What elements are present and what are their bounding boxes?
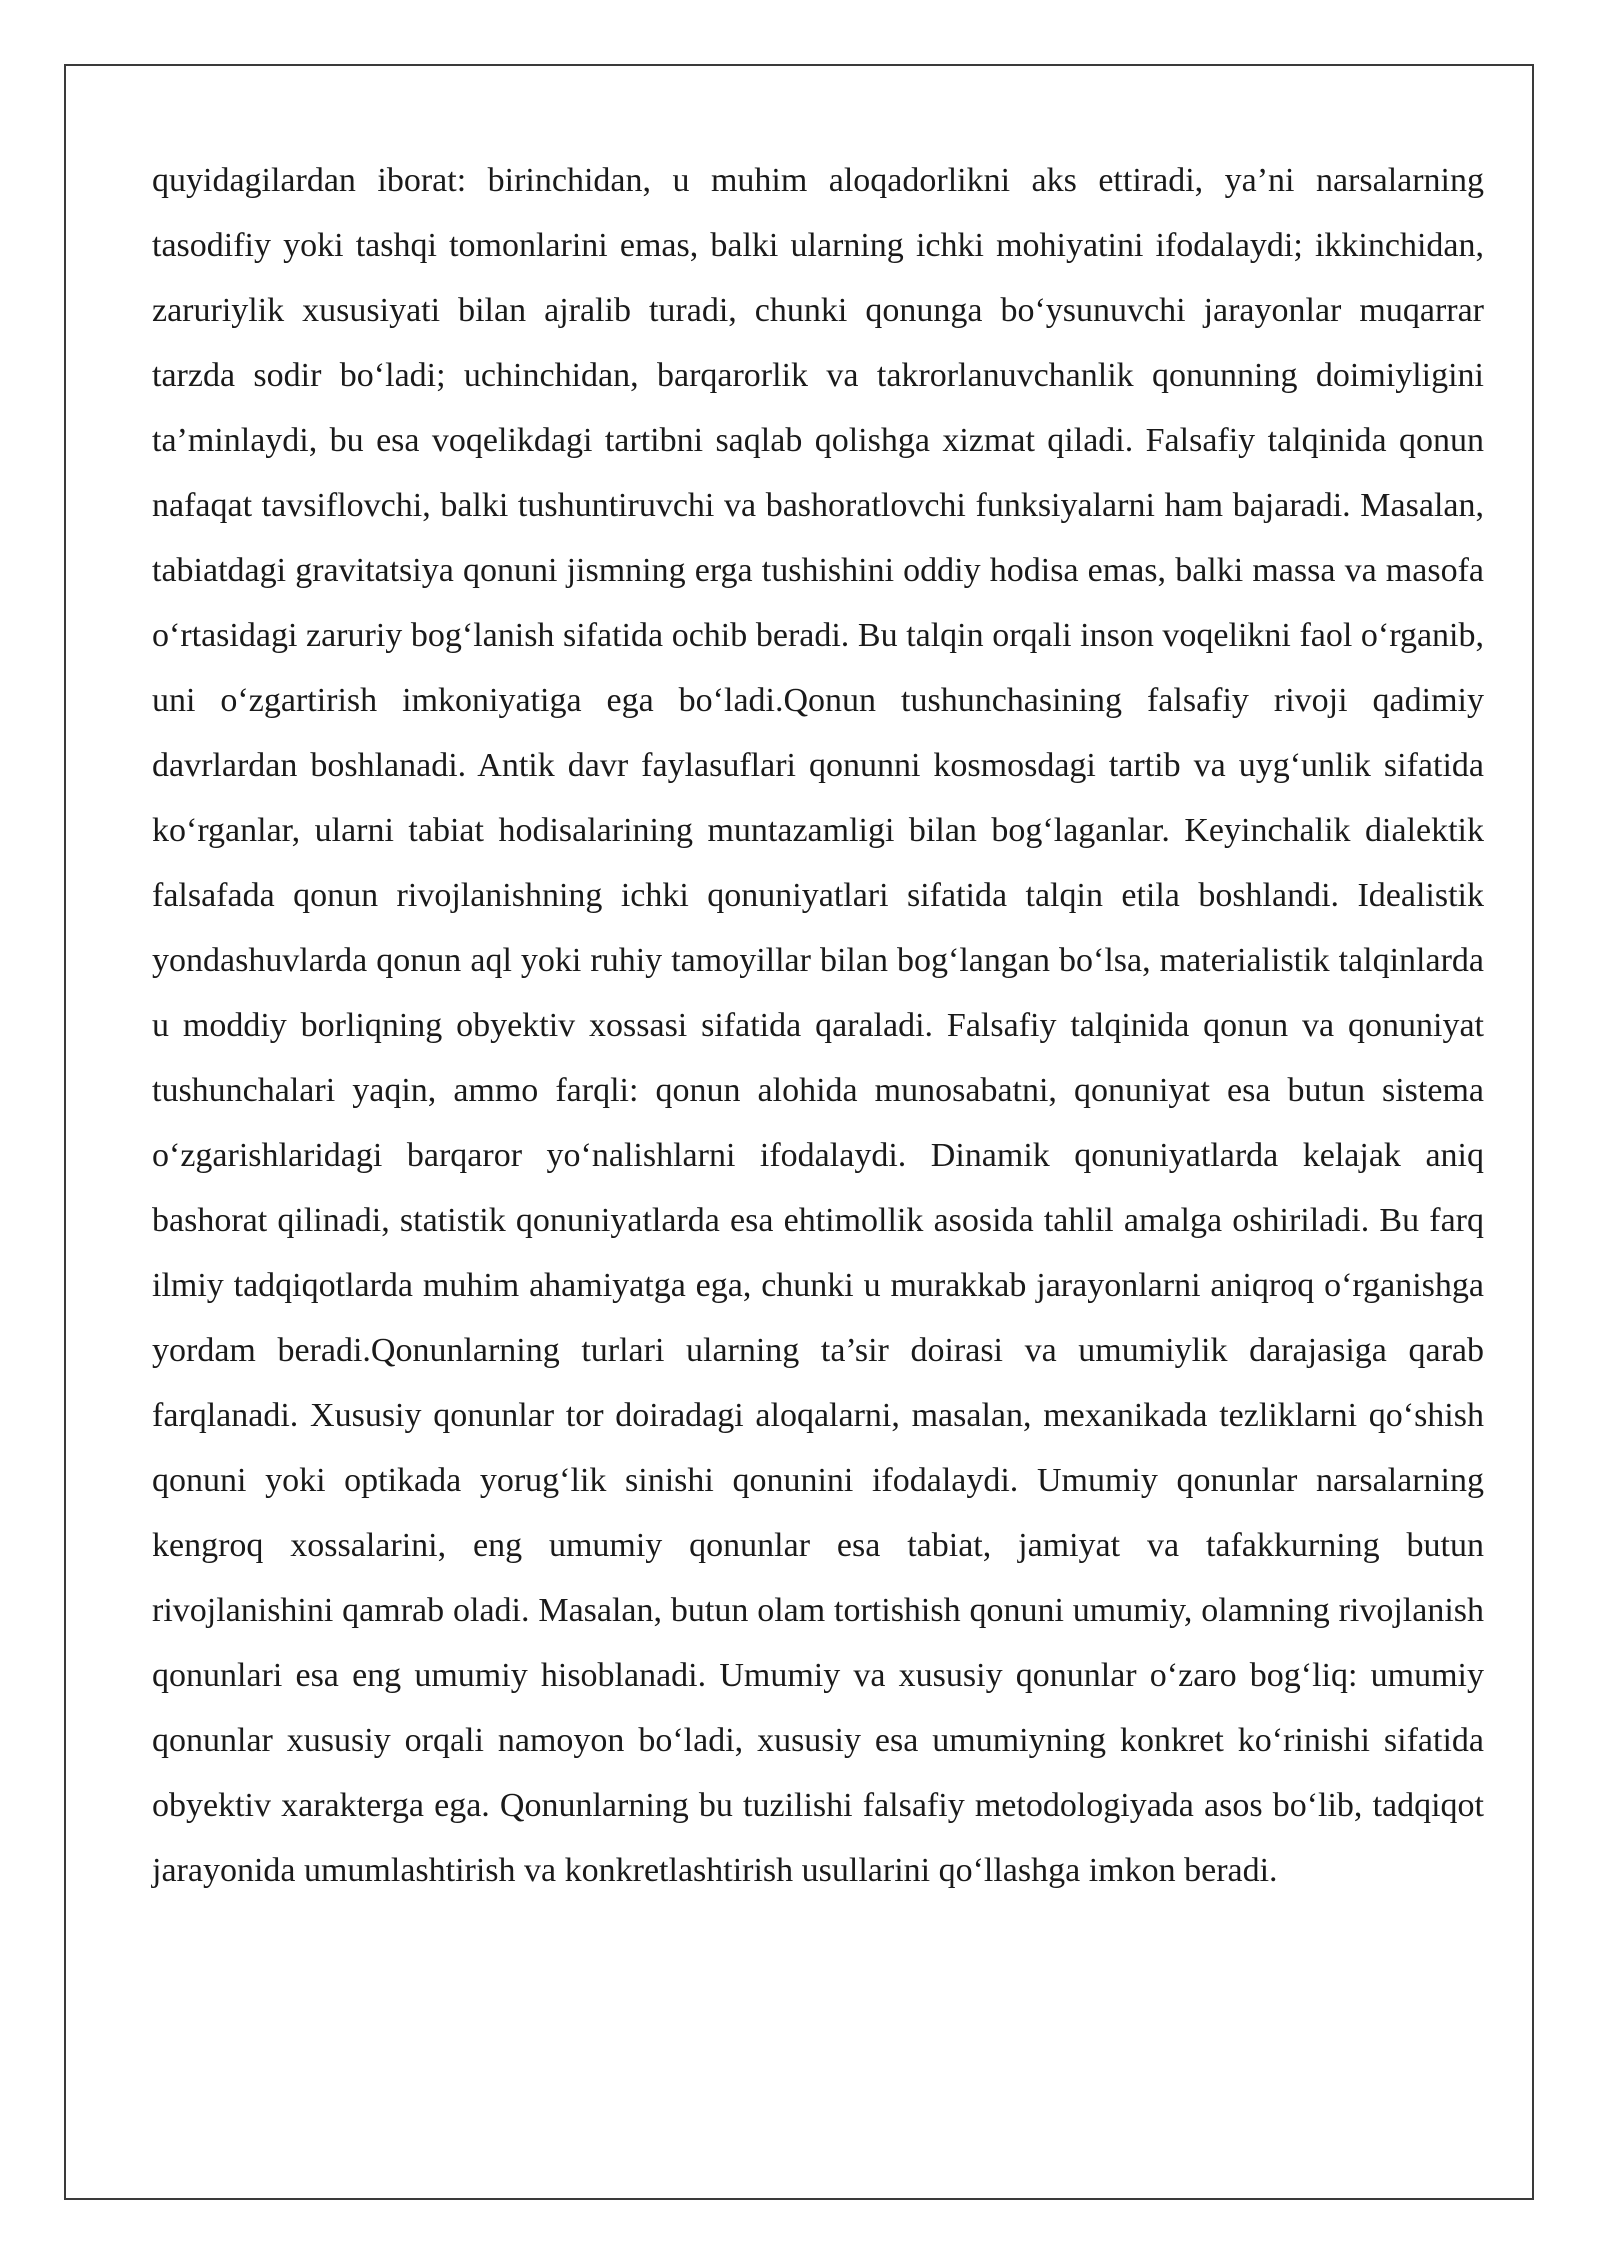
body-paragraph: quyidagilardan iborat: birinchidan, u muhim aloqadorlikni aks ettiradi, ya’ni narsalarning tasodifiy yoki tashqi tomonlarini emas, balki ularning ichki mohiyatini ifodalaydi; ikkinchidan, zaruriylik xususiyati bilan ajralib turadi, chunki qonunga bo‘ysunuvchi jarayonlar muqarrar tarzda sodir bo‘ladi; uchinchidan, barqarorlik va takrorlanuvchanlik qonunning doimiyligini ta’minlaydi, bu esa voqelikdagi tartibni saqlab qolishga xizmat qiladi. Falsafiy talqinida qonun nafaqat tavsiflovchi, balki tushuntiruvchi va bashoratlovchi funksiyalarni ham bajaradi. Masalan, tabiatdagi gravitatsiya qonuni jismning erga tushishini oddiy hodisa emas, balki massa va masofa o‘rtasidagi zaruriy bog‘lanish sifatida ochib beradi. Bu talqin orqali inson voqelikni faol o‘rganib, uni o‘zgartirish imkoniyatiga ega bo‘ladi.Qonun tushunchasining falsafiy rivoji qadimiy davrlardan boshlanadi. Antik davr faylasuflari qonunni kosmosdagi tartib va uyg‘unlik sifatida ko‘rganlar, ularni tabiat hodisalarining muntazamligi bilan bog‘laganlar. Keyinchalik dialektik falsafada qonun rivojlanishning ichki qonuniyatlari sifatida talqin etila boshlandi. Idealistik yondashuvlarda qonun aql yoki ruhiy tamoyillar bilan bog‘langan bo‘lsa, materialistik talqinlarda u moddiy borliqning obyektiv xossasi sifatida qaraladi. Falsafiy talqinida qonun va qonuniyat tushunchalari yaqin, ammo farqli: qonun alohida munosabatni, qonuniyat esa butun sistema o‘zgarishlaridagi barqaror yo‘nalishlarni ifodalaydi. Dinamik qonuniyatlarda kelajak aniq bashorat qilinadi, statistik qonuniyatlarda esa ehtimollik asosida tahlil amalga oshiriladi. Bu farq ilmiy tadqiqotlarda muhim ahamiyatga ega, chunki u murakkab jarayonlarni aniqroq o‘rganishga yordam beradi.Qonunlarning turlari ularning ta’sir doirasi va umumiylik darajasiga qarab farqlanadi. Xususiy qonunlar tor doiradagi aloqalarni, masalan, mexanikada tezliklarni qo‘shish qonuni yoki optikada yorug‘lik sinishi qonunini ifodalaydi. Umumiy qonunlar narsalarning kengroq xossalarini, eng umumiy qonunlar esa tabiat, jamiyat va tafakkurning butun rivojlanishini qamrab oladi. Masalan, butun olam tortishish qonuni umumiy, olamning rivojlanish qonunlari esa eng umumiy hisoblanadi. Umumiy va xususiy qonunlar o‘zaro bog‘liq: umumiy qonunlar xususiy orqali namoyon bo‘ladi, xususiy esa umumiyning konkret ko‘rinishi sifatida obyektiv xarakterga ega. Qonunlarning bu tuzilishi falsafiy metodologiyada asos bo‘lib, tadqiqot jarayonida umumlashtirish va konkretlashtirish usullarini qo‘llashga imkon beradi. bbox=[152, 162, 1484, 1889]
